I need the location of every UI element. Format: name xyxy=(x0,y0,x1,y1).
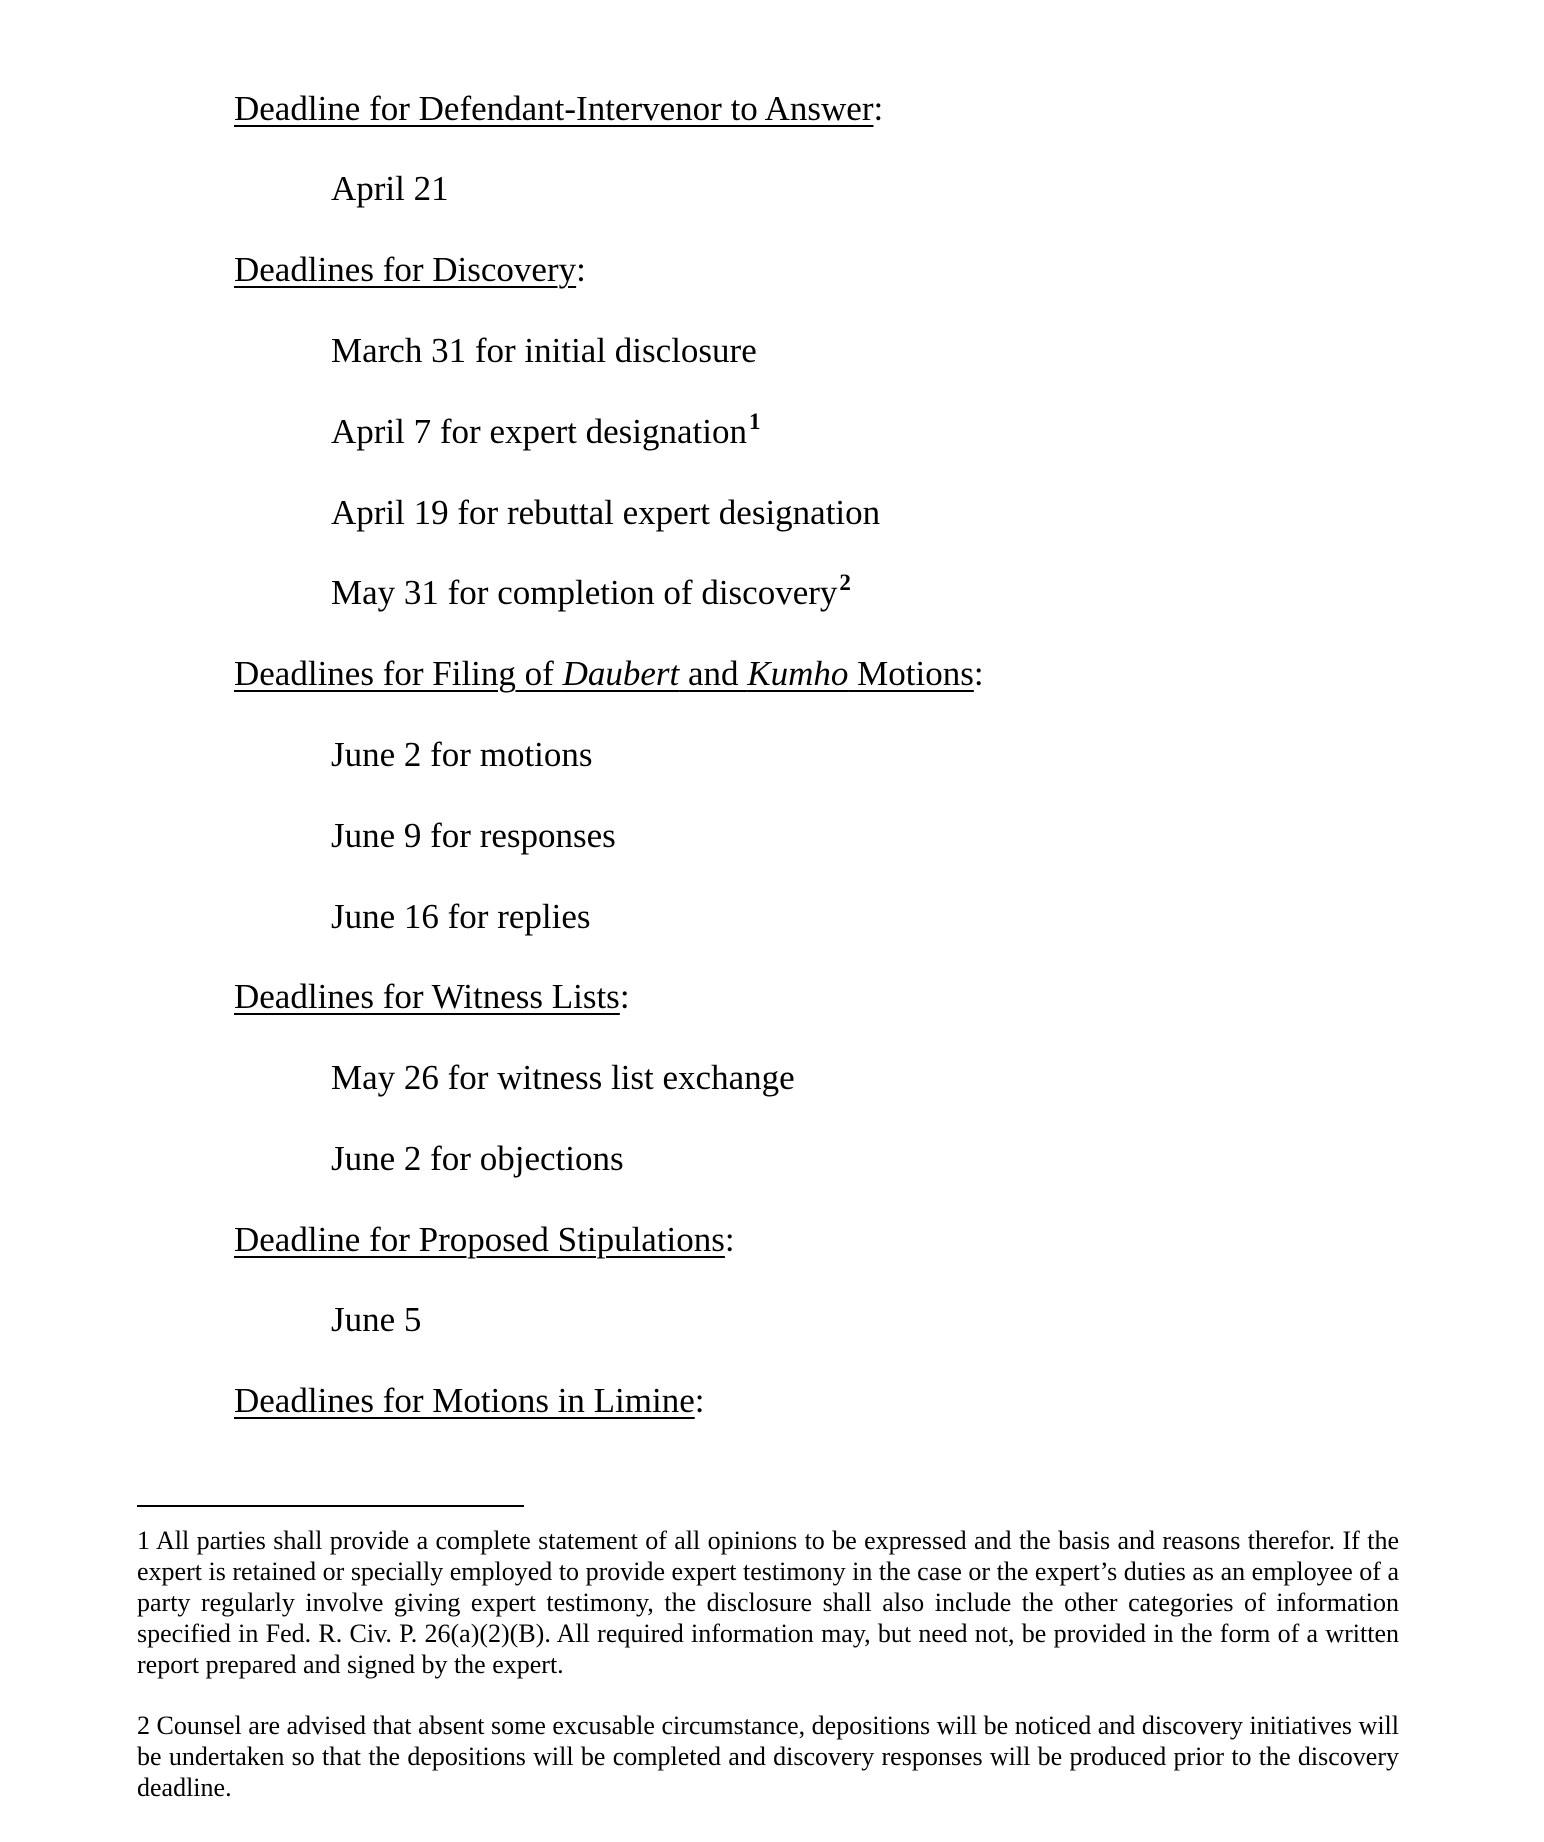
footnote-mark: 2 xyxy=(839,570,851,595)
footnote-separator xyxy=(137,1505,524,1507)
section-heading-witness-lists: Deadlines for Witness Lists: xyxy=(234,977,630,1016)
deadline-entry: June 2 for objections xyxy=(331,1139,624,1178)
footnote-mark: 1 xyxy=(749,409,761,434)
footnote-2: 2 Counsel are advised that absent some excusable circumstance, depositions will be noticed and discovery initiatives will be undertaken so that the depositions will be completed and discovery responses will be produced prior to the discovery deadline. xyxy=(137,1711,1399,1802)
deadline-entry: April 21 xyxy=(331,169,449,208)
section-heading-discovery: Deadlines for Discovery: xyxy=(234,250,586,289)
section-heading-motions-in-limine: Deadlines for Motions in Limine: xyxy=(234,1381,705,1420)
section-heading-stipulations: Deadline for Proposed Stipulations: xyxy=(234,1220,735,1259)
deadline-entry: May 26 for witness list exchange xyxy=(331,1058,795,1097)
section-heading-answer: Deadline for Defendant-Intervenor to Answer: xyxy=(234,89,884,128)
section-heading-daubert-kumho: Deadlines for Filing of Daubert and Kumho Motions: xyxy=(234,654,984,693)
deadline-entry: April 19 for rebuttal expert designation xyxy=(331,493,881,532)
deadline-entry: March 31 for initial disclosure xyxy=(331,331,757,370)
deadline-entry-expert: April 7 for expert designation$^1$ xyxy=(331,409,761,451)
deadline-entry: June 2 for motions xyxy=(331,735,593,774)
deadline-entry: June 9 for responses xyxy=(331,816,616,855)
footnote-1: 1 All parties shall provide a complete statement of all opinions to be expressed and the basis and reasons therefor. If the expert is retained or specially employed to provide expert testimony in the case or the expert’s duties as an employee of a party regularly involve giving expert testimony, the disclosure shall also include the other categories of information specified in Fed. R. Civ. P. 26(a)(2)(B). All required information may, but need not, be provided in the form of a written report prepared and signed by the expert. xyxy=(137,1526,1399,1679)
deadline-entry-completion: May 31 for completion of discovery$^2$ xyxy=(331,570,851,612)
deadline-entry: June 5 xyxy=(331,1300,422,1339)
deadline-entry: June 16 for replies xyxy=(331,897,591,936)
